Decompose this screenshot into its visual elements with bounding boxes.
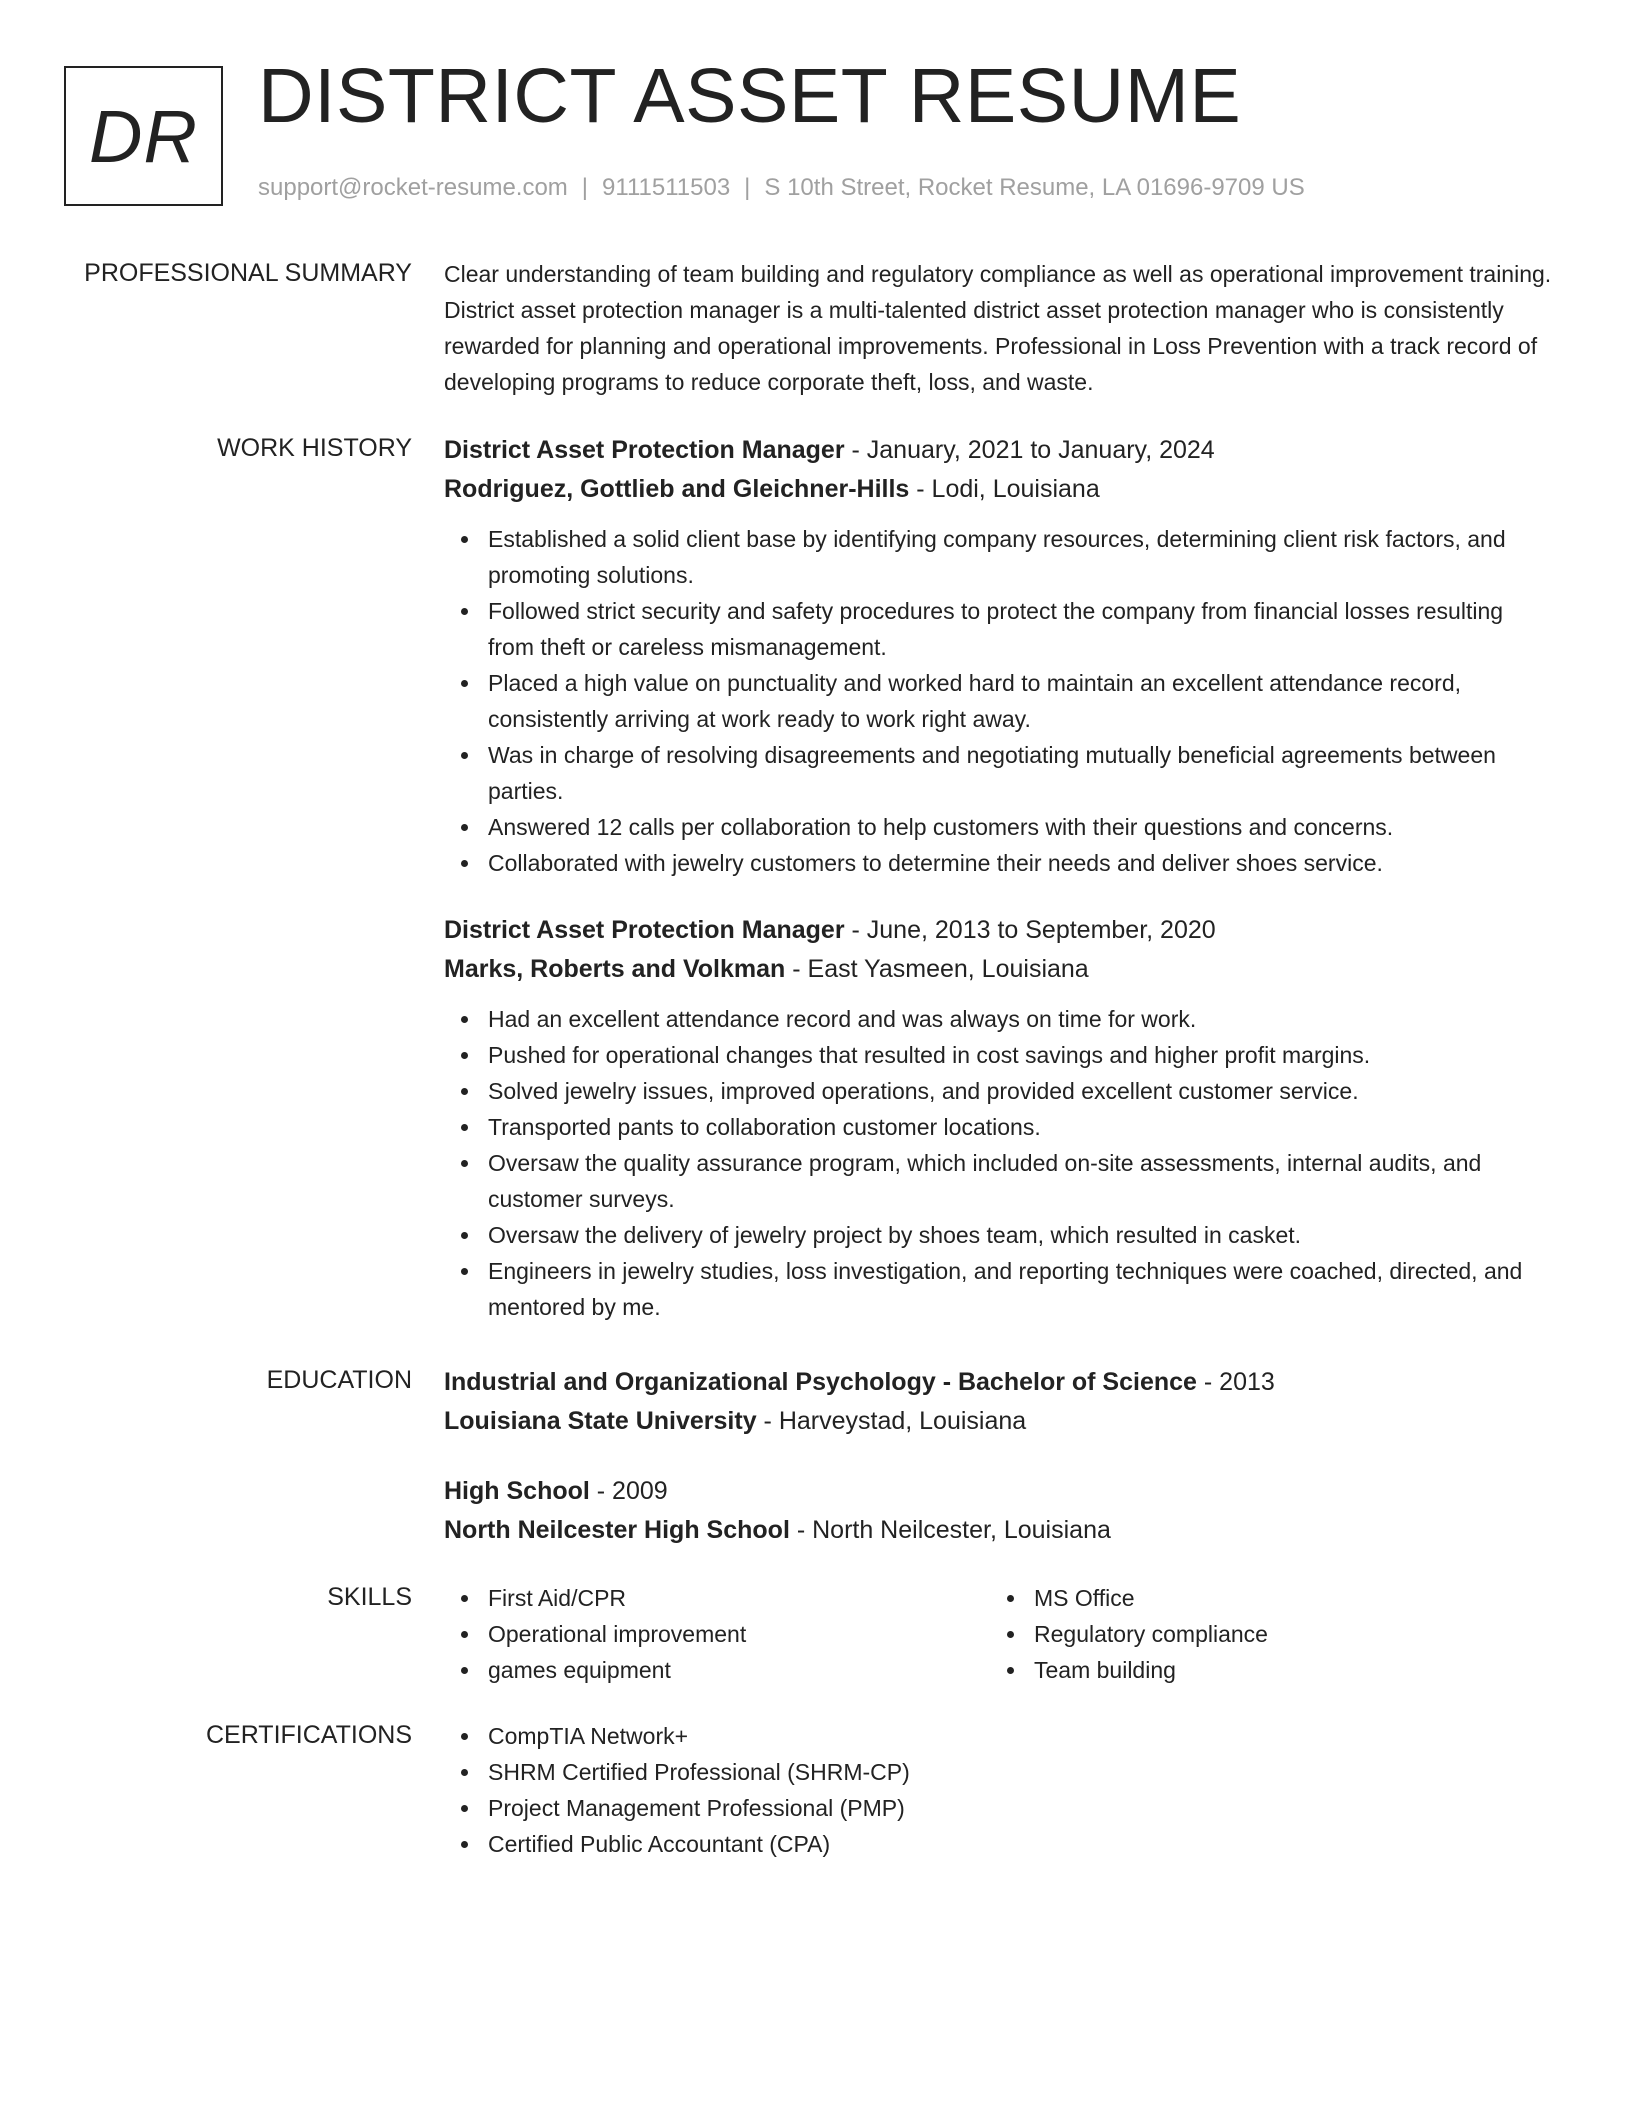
job-company: Marks, Roberts and Volkman (444, 955, 786, 983)
skills-body (444, 1580, 1554, 1688)
skills-list-left (444, 1580, 990, 1688)
job-title: District Asset Protection Manager (444, 436, 845, 464)
degree-year: - 2009 (589, 1477, 668, 1505)
job-entry (444, 431, 1554, 881)
section-label-skills: SKILLS (327, 1583, 412, 1611)
list-item: Established a solid client base by identifying company resources, determining client risk factors, and promoting solutions. (488, 521, 1554, 593)
job-dates: - January, 2021 to January, 2024 (844, 436, 1215, 464)
work-history-body (444, 431, 1554, 1325)
list-item: Was in charge of resolving disagreements and negotiating mutually beneficial agreements between parties. (488, 737, 1554, 809)
list-item: Team building (1034, 1652, 1536, 1688)
list-item: Solved jewelry issues, improved operations, and provided excellent customer service. (488, 1073, 1554, 1109)
school-name: North Neilcester High School (444, 1516, 790, 1544)
certifications-list (444, 1718, 1554, 1862)
summary-text: Clear understanding of team building and regulatory compliance as well as operational improvement training. District asset protection manager is a multi-talented district asset protection manager who is consistently rewarded for planning and operational improvements. Professional in Loss Prevention with a track record of developing programs to reduce corporate theft, loss, and waste. (444, 261, 1552, 395)
monogram-logo: DR (64, 66, 223, 206)
list-item: Collaborated with jewelry customers to determine their needs and deliver shoes service. (488, 845, 1554, 881)
education-body (444, 1363, 1554, 1550)
skills-grid (444, 1580, 1554, 1688)
job-dates: - June, 2013 to September, 2020 (844, 916, 1216, 944)
job-title: District Asset Protection Manager (444, 916, 845, 944)
job-location: - Lodi, Louisiana (909, 475, 1100, 503)
list-item: Regulatory compliance (1034, 1616, 1536, 1652)
skills-list-right (990, 1580, 1536, 1688)
degree-name: High School (444, 1477, 590, 1505)
school-line (444, 1402, 1554, 1441)
certifications-body (444, 1718, 1554, 1862)
list-item: First Aid/CPR (488, 1580, 990, 1616)
job-entry (444, 911, 1554, 1325)
list-item: Transported pants to collaboration customer locations. (488, 1109, 1554, 1145)
list-item: Followed strict security and safety procedures to protect the company from financial losses resulting from theft or careless mismanagement. (488, 593, 1554, 665)
job-title-line (444, 431, 1554, 470)
school-location: - Harveystad, Louisiana (756, 1407, 1027, 1435)
list-item: Pushed for operational changes that resulted in cost savings and higher profit margins. (488, 1037, 1554, 1073)
section-label-education: EDUCATION (266, 1366, 412, 1394)
list-item: Answered 12 calls per collaboration to help customers with their questions and concerns. (488, 809, 1554, 845)
contact-address: S 10th Street, Rocket Resume, LA 01696-9709 US (764, 174, 1305, 201)
job-company: Rodriguez, Gottlieb and Gleichner-Hills (444, 475, 910, 503)
list-item: SHRM Certified Professional (SHRM-CP) (488, 1754, 1554, 1790)
list-item: MS Office (1034, 1580, 1536, 1616)
list-item: Oversaw the delivery of jewelry project by shoes team, which resulted in casket. (488, 1217, 1554, 1253)
contact-email: support@rocket-resume.com (258, 174, 568, 201)
degree-name: Industrial and Organizational Psychology - Bachelor of Science (444, 1368, 1197, 1396)
list-item: Certified Public Accountant (CPA) (488, 1826, 1554, 1862)
degree-line (444, 1472, 1554, 1511)
degree-line (444, 1363, 1554, 1402)
contact-separator: | (744, 174, 751, 201)
contact-phone: 9111511503 (602, 174, 731, 201)
job-bullets (444, 521, 1554, 881)
school-location: - North Neilcester, Louisiana (789, 1516, 1111, 1544)
job-title-line (444, 911, 1554, 950)
summary-body (444, 256, 1554, 400)
education-entry (444, 1363, 1554, 1441)
page-title: DISTRICT ASSET RESUME (258, 53, 1242, 139)
section-label-certifications: CERTIFICATIONS (205, 1721, 412, 1749)
list-item: games equipment (488, 1652, 990, 1688)
list-item: Oversaw the quality assurance program, which included on-site assessments, internal audits, and customer surveys. (488, 1145, 1554, 1217)
list-item: Had an excellent attendance record and was always on time for work. (488, 1001, 1554, 1037)
list-item: Project Management Professional (PMP) (488, 1790, 1554, 1826)
education-entry (444, 1472, 1554, 1550)
job-company-line (444, 470, 1554, 509)
contact-separator: | (581, 174, 589, 201)
contact-line (258, 174, 1305, 202)
job-location: - East Yasmeen, Louisiana (785, 955, 1089, 983)
job-bullets (444, 1001, 1554, 1325)
section-label-work-history: WORK HISTORY (217, 434, 412, 462)
list-item: Placed a high value on punctuality and worked hard to maintain an excellent attendance record, consistently arriving at work ready to work right away. (488, 665, 1554, 737)
section-label-summary: PROFESSIONAL SUMMARY (84, 259, 412, 287)
list-item: Engineers in jewelry studies, loss investigation, and reporting techniques were coached, directed, and mentored by me. (488, 1253, 1554, 1325)
job-company-line (444, 950, 1554, 989)
school-line (444, 1511, 1554, 1550)
degree-year: - 2013 (1196, 1368, 1275, 1396)
school-name: Louisiana State University (444, 1407, 757, 1435)
list-item: CompTIA Network+ (488, 1718, 1554, 1754)
list-item: Operational improvement (488, 1616, 990, 1652)
